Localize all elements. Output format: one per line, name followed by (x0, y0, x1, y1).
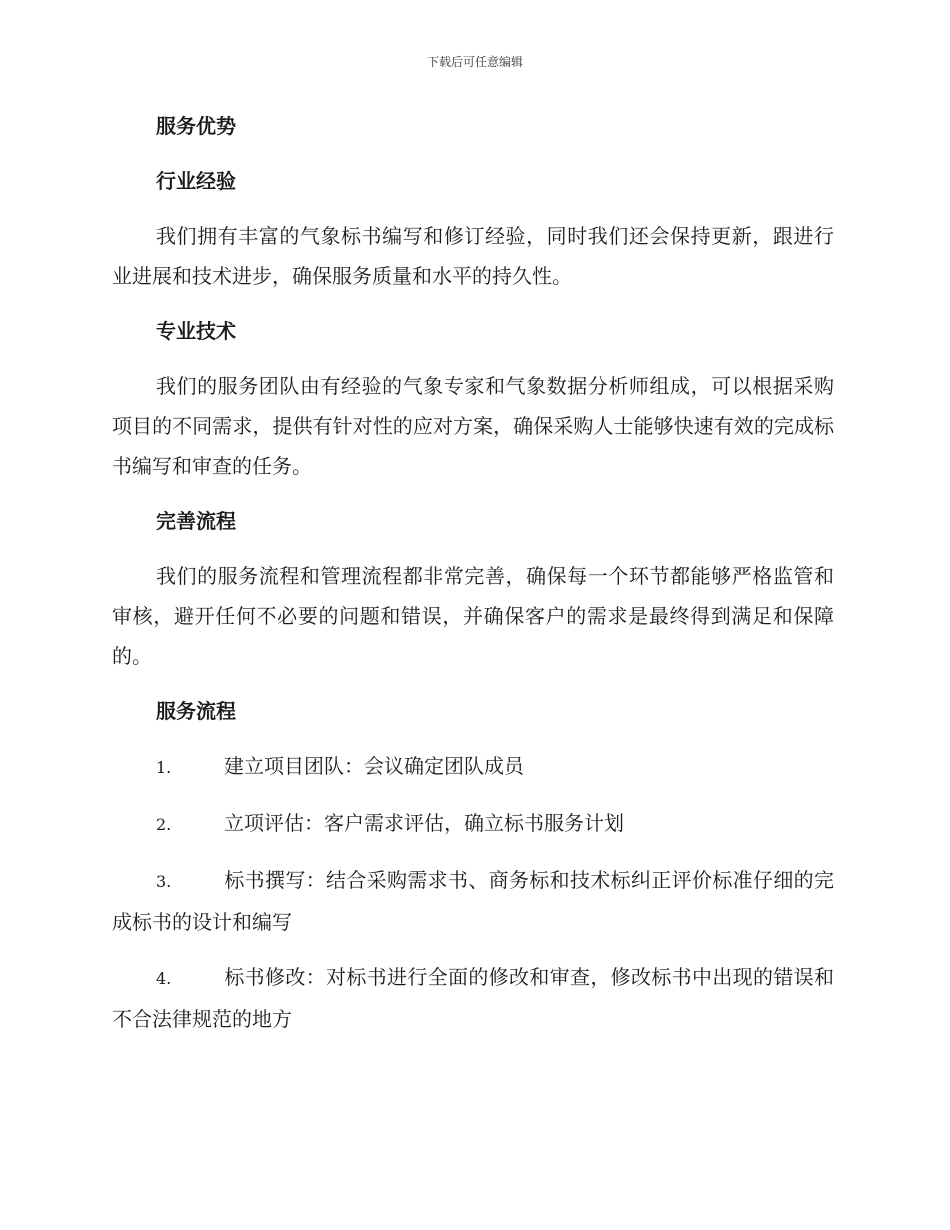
paragraph-industry-experience: 我们拥有丰富的气象标书编写和修订经验，同时我们还会保持更新，跟进行业进展和技术进步，确保服务质量和水平的持久性。 (112, 224, 834, 288)
list-text: 立项评估：客户需求评估，确立标书服务计划 (224, 811, 624, 835)
list-number: 2. (156, 815, 172, 834)
list-text: 标书撰写：结合采购需求书、商务标和技术标纠正评价标准仔细的完成标书的设计和编写 (112, 868, 834, 934)
list-item (112, 957, 834, 1039)
list-number: 4. (156, 969, 172, 988)
heading-industry-experience: 行业经验 (156, 169, 236, 193)
list-number: 1. (156, 758, 172, 777)
paragraph-complete-process: 我们的服务流程和管理流程都非常完善，确保每一个环节都能够严格监管和审核，避开任何不必要的问题和错误，并确保客户的需求是最终得到满足和保障的。 (112, 564, 834, 668)
heading-service-advantages: 服务优势 (156, 114, 236, 138)
document-body (112, 106, 834, 1054)
page-header: 下载后可任意编辑 (426, 55, 523, 69)
heading-professional-tech: 专业技术 (156, 319, 236, 343)
list-text: 建立项目团队：会议确定团队成员 (224, 754, 524, 778)
list-number: 3. (156, 872, 172, 891)
list-item (112, 860, 834, 942)
list-item (112, 803, 834, 845)
paragraph-professional-tech: 我们的服务团队由有经验的气象专家和气象数据分析师组成，可以根据采购项目的不同需求，提供有针对性的应对方案，确保采购人士能够快速有效的完成标书编写和审查的任务。 (112, 374, 834, 478)
heading-complete-process: 完善流程 (156, 509, 236, 533)
list-item (112, 746, 834, 788)
list-text: 标书修改：对标书进行全面的修改和审查，修改标书中出现的错误和不合法律规范的地方 (112, 965, 834, 1031)
heading-service-flow: 服务流程 (156, 699, 236, 723)
